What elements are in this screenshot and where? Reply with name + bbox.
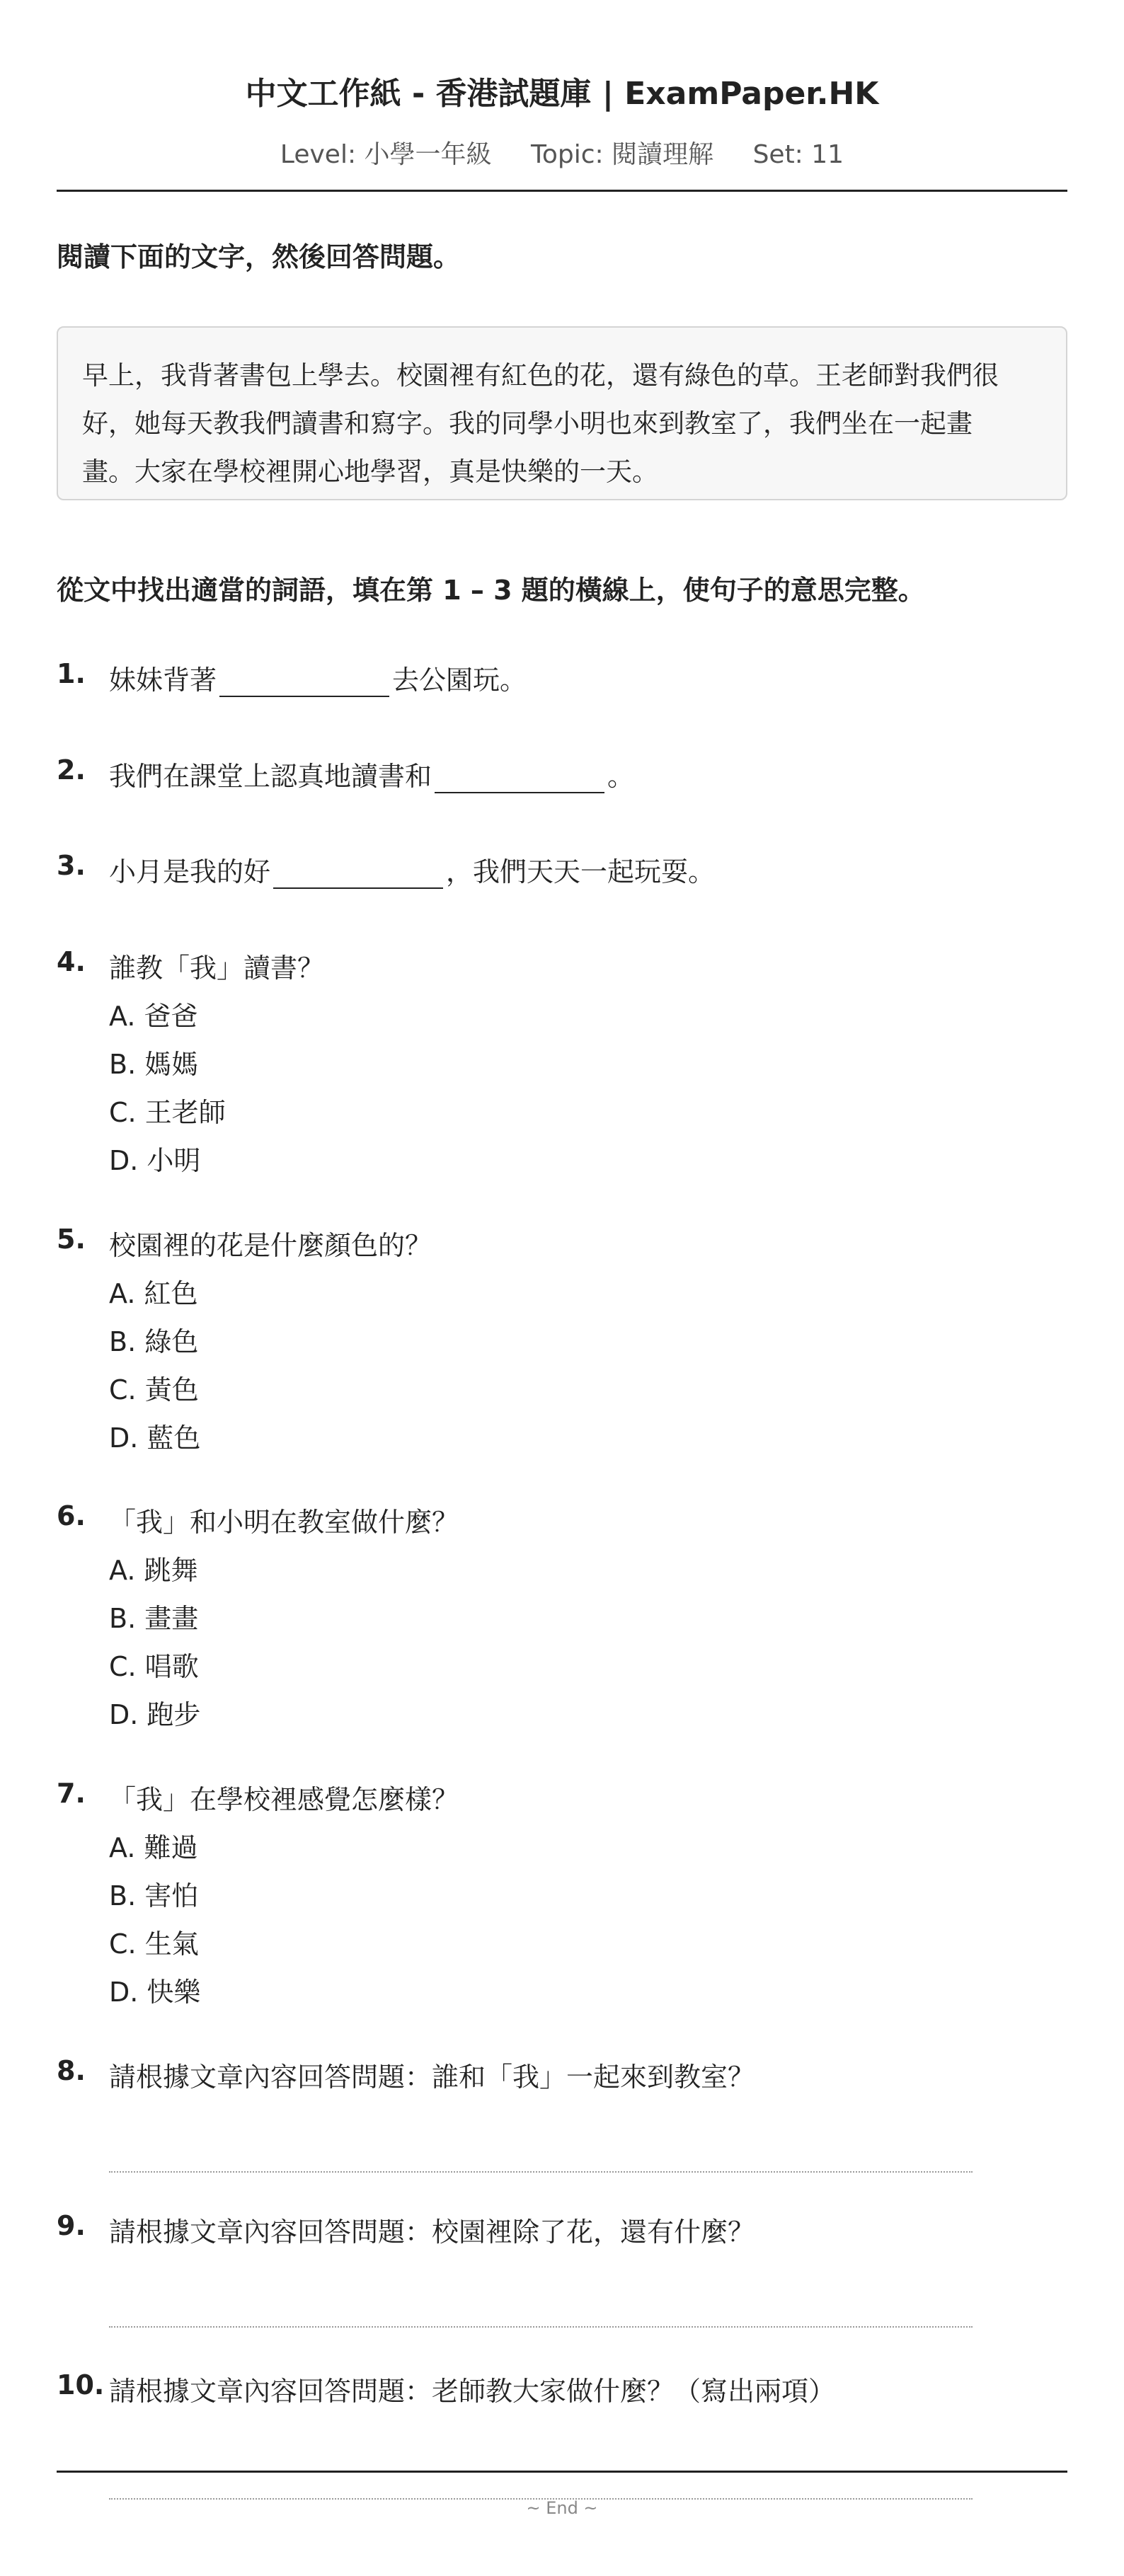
answer-line[interactable] bbox=[109, 2326, 973, 2328]
end-marker: ~ End ~ bbox=[526, 2498, 598, 2518]
option-c[interactable]: C. 王老師 bbox=[109, 1097, 226, 1128]
question-text: 請根據文章內容回答問題：校園裡除了花，還有什麼？ bbox=[109, 2216, 755, 2248]
footer-divider bbox=[57, 2471, 1067, 2473]
worksheet-meta bbox=[57, 134, 1067, 171]
option-a[interactable]: A. 跳舞 bbox=[109, 1555, 198, 1586]
option-b[interactable]: B. 畫畫 bbox=[109, 1603, 199, 1634]
question-text-after: 。 bbox=[607, 761, 635, 792]
question-text bbox=[109, 754, 634, 793]
question-number: 5. bbox=[57, 1224, 86, 1255]
option-a[interactable]: A. 難過 bbox=[109, 1832, 198, 1863]
header-divider bbox=[57, 190, 1067, 192]
question-number: 3. bbox=[57, 850, 86, 881]
question-text-after: ，我們天天一起玩耍。 bbox=[446, 856, 716, 887]
option-c[interactable]: C. 唱歌 bbox=[109, 1651, 199, 1682]
reading-instruction: 閱讀下面的文字，然後回答問題。 bbox=[57, 241, 461, 272]
option-d[interactable]: D. 藍色 bbox=[109, 1422, 201, 1454]
option-d[interactable]: D. 快樂 bbox=[109, 1977, 201, 2008]
answer-blank[interactable] bbox=[219, 667, 389, 697]
reading-passage bbox=[57, 326, 1067, 500]
option-d[interactable]: D. 跑步 bbox=[109, 1699, 201, 1730]
page-title: 中文工作紙 - 香港試題庫 | ExamPaper.HK bbox=[245, 76, 879, 112]
option-a[interactable]: A. 紅色 bbox=[109, 1278, 198, 1309]
question-text bbox=[109, 850, 715, 889]
option-b[interactable]: B. 害怕 bbox=[109, 1880, 199, 1911]
set-label: Set: 11 bbox=[752, 140, 844, 169]
question-number: 1. bbox=[57, 658, 86, 689]
question-number: 4. bbox=[57, 946, 86, 977]
question-number: 8. bbox=[57, 2055, 86, 2086]
answer-line[interactable] bbox=[109, 2171, 973, 2173]
fill-in-instruction: 從文中找出適當的詞語，填在第 1 – 3 題的橫線上，使句子的意思完整。 bbox=[57, 575, 925, 606]
question-text: 請根據文章內容回答問題：老師教大家做什麼？（寫出兩項） bbox=[109, 2376, 836, 2407]
option-c[interactable]: C. 黃色 bbox=[109, 1374, 199, 1405]
option-b[interactable]: B. 媽媽 bbox=[109, 1049, 199, 1080]
option-b[interactable]: B. 綠色 bbox=[109, 1326, 199, 1357]
question-text: 「我」和小明在教室做什麼？ bbox=[109, 1507, 459, 1538]
passage-line: 畫。大家在學校裡開心地學習，真是快樂的一天。 bbox=[82, 456, 658, 487]
question-text-before: 妹妹背著 bbox=[109, 665, 217, 696]
question-number: 10. bbox=[57, 2369, 105, 2400]
question-text-after: 去公園玩。 bbox=[392, 665, 527, 696]
question-text: 請根據文章內容回答問題：誰和「我」一起來到教室？ bbox=[109, 2062, 755, 2093]
question-text bbox=[109, 658, 527, 697]
topic-label: Topic: 閱讀理解 bbox=[530, 140, 714, 169]
question-text-before: 我們在課堂上認真地讀書和 bbox=[109, 761, 432, 792]
question-text: 「我」在學校裡感覺怎麼樣？ bbox=[109, 1784, 459, 1815]
passage-line: 早上，我背著書包上學去。校園裡有紅色的花，還有綠色的草。王老師對我們很 bbox=[82, 360, 999, 391]
question-text-before: 小月是我的好 bbox=[109, 856, 271, 887]
answer-blank[interactable] bbox=[273, 859, 443, 889]
question-text: 誰教「我」讀書？ bbox=[109, 953, 325, 984]
option-a[interactable]: A. 爸爸 bbox=[109, 1001, 198, 1032]
passage-line: 好，她每天教我們讀書和寫字。我的同學小明也來到教室了，我們坐在一起畫 bbox=[82, 408, 973, 439]
question-text: 校園裡的花是什麼顏色的？ bbox=[109, 1230, 432, 1261]
question-number: 7. bbox=[57, 1778, 86, 1809]
question-number: 9. bbox=[57, 2210, 86, 2241]
option-c[interactable]: C. 生氣 bbox=[109, 1928, 199, 1960]
level-label: Level: 小學一年級 bbox=[280, 140, 492, 169]
option-d[interactable]: D. 小明 bbox=[109, 1145, 201, 1176]
answer-blank[interactable] bbox=[435, 764, 604, 793]
question-number: 6. bbox=[57, 1500, 86, 1531]
question-number: 2. bbox=[57, 754, 86, 786]
